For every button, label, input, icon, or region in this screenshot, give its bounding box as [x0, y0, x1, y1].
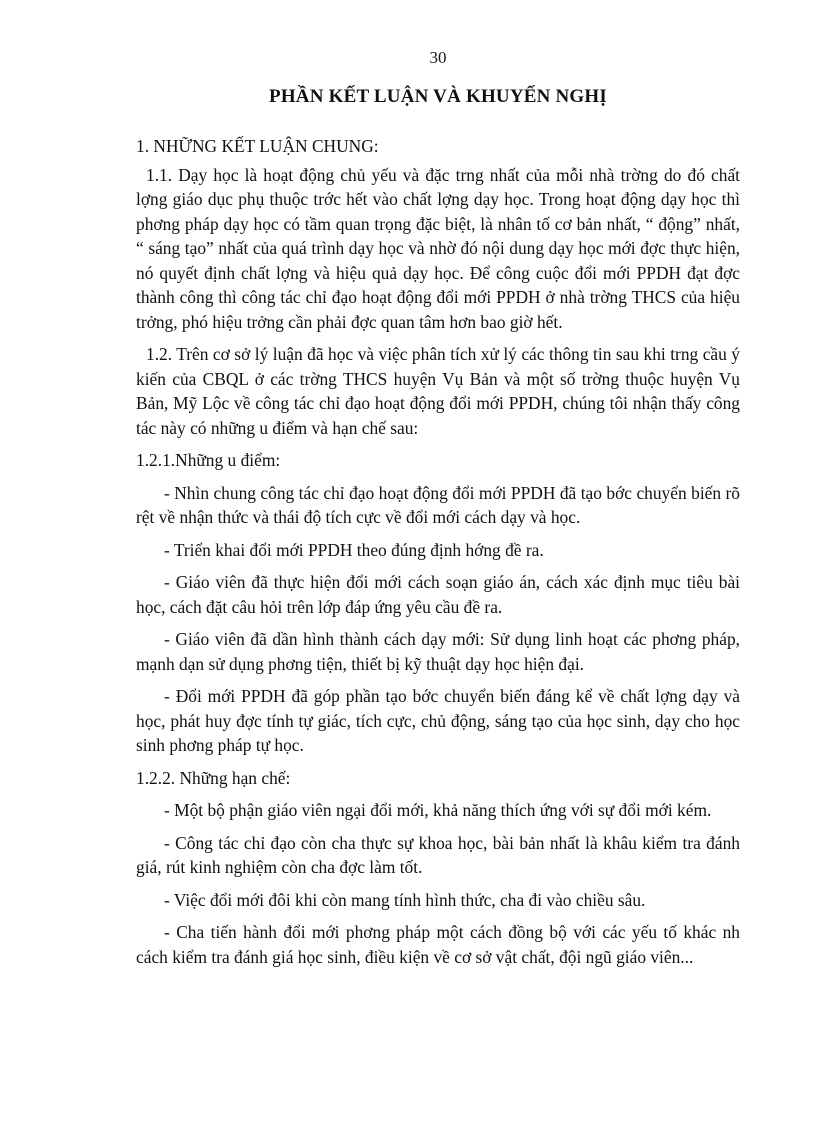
section-heading: 1. NHỮNG KẾT LUẬN CHUNG:	[136, 136, 379, 156]
page-number: 30	[429, 48, 447, 67]
page-title: PHẦN KẾT LUẬN VÀ KHUYẾN NGHỊ	[269, 86, 607, 107]
strength-item: - Triển khai đổi mới PPDH theo đúng định hớng đề ra.	[164, 539, 544, 560]
limitation-item: - Cha tiến hành đổi mới phơng pháp một cách đồng bộ với các yếu tố khác nh cách kiểm tra đánh giá học sinh, điều kiện về cơ sở vật chất, đội ngũ giáo viên...	[136, 922, 740, 967]
strength-item: - Đổi mới PPDH đã góp phần tạo bớc chuyển biến đáng kể về chất lợng dạy và học, phát huy đợc tính tự giác, tích cực, chủ động, sáng tạo của học sinh, dạy cho học sinh phơng pháp tự học.	[136, 686, 740, 755]
limitations-heading: 1.2.2. Những hạn chế:	[136, 767, 291, 788]
limitation-item: - Công tác chỉ đạo còn cha thực sự khoa học, bài bản nhất là khâu kiểm tra đánh giá, rút kinh nghiệm còn cha đợc làm tốt.	[136, 832, 740, 877]
paragraph-1-2: 1.2. Trên cơ sở lý luận đã học và việc phân tích xử lý các thông tin sau khi trng cầu ý kiến của CBQL ở các trờng THCS huyện Vụ Bản và một số trờng thuộc huyện Vụ Bản, Mỹ Lộc về công tác chỉ đạo hoạt động đổi mới PPDH, chúng tôi nhận thấy công tác này có những u điểm và hạn chế sau:	[136, 344, 740, 438]
limitation-item: - Việc đổi mới đôi khi còn mang tính hình thức, cha đi vào chiều sâu.	[164, 889, 646, 910]
strength-item: - Nhìn chung công tác chỉ đạo hoạt động đổi mới PPDH đã tạo bớc chuyển biến rõ rệt về nhận thức và thái độ tích cực về đổi mới cách dạy và học.	[136, 482, 740, 527]
strength-item: - Giáo viên đã thực hiện đổi mới cách soạn giáo án, cách xác định mục tiêu bài học, cách đặt câu hỏi trên lớp đáp ứng yêu cầu đề ra.	[136, 572, 740, 617]
paragraph-1-1: 1.1. Dạy học là hoạt động chủ yếu và đặc trng nhất của mỗi nhà trờng do đó chất lợng giáo dục phụ thuộc trớc hết vào chất lợng dạy học. Trong hoạt động dạy học thì phơng pháp dạy học có tầm quan trọng đặc biệt, là nhân tố cơ bản nhất, “ động” nhất, “ sáng tạo” nhất của quá trình dạy học và nhờ đó nội dung dạy học mới đợc thực hiện, nó quyết định chất lợng và hiệu quả dạy học. Để công cuộc đổi mới PPDH đạt đợc thành công thì công tác chỉ đạo hoạt động đổi mới PPDH ở nhà trờng THCS của hiệu trởng, phó hiệu trởng cần phải đợc quan tâm hơn bao giờ hết.	[136, 164, 740, 332]
limitation-item: - Một bộ phận giáo viên ngại đổi mới, khả năng thích ứng với sự đổi mới kém.	[164, 800, 712, 820]
document-body	[136, 134, 740, 977]
strengths-heading: 1.2.1.Những u điểm:	[136, 450, 281, 470]
strength-item: - Giáo viên đã dần hình thành cách dạy mới: Sử dụng linh hoạt các phơng pháp, mạnh dạn sử dụng phơng tiện, thiết bị kỹ thuật dạy học hiện đại.	[136, 629, 740, 674]
